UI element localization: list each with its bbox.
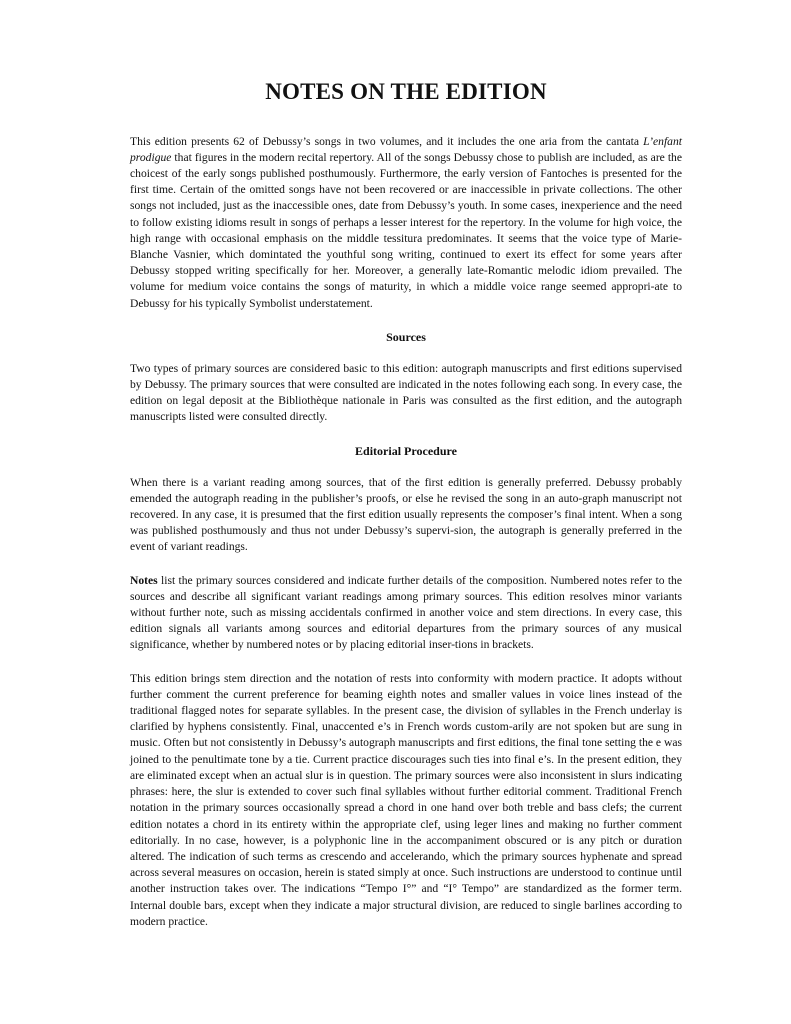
page-title: NOTES ON THE EDITION: [265, 79, 547, 104]
document-page: [130, 78, 682, 947]
intro-paragraph: [130, 134, 682, 312]
intro-text-part1: This edition presents 62 of Debussy’s songs in two volumes, and it includes the one aria from the cantata: [130, 134, 644, 148]
procedure-paragraph-3: This edition brings stem direction and the notation of rests into conformity with modern practice. It adopts without further comment the current preference for beaming eighth notes and smaller values in voice lines instead of the traditional flagged notes for separate syllables. In the present case, the division of syllables in the French underlay is clarified by hyphens consistently. Final, unaccented e’s in French words custom-arily are not spoken but are sung in music. Often but not consistently in Debussy’s autograph manuscripts and first editions, the final tone setting the e was joined to the penultimate tone by a tie. Current practice discourages such ties into final e’s. In the present edition, they are eliminated except when an actual slur is in question. The primary sources were also inconsistent in slurs indicating phrases: here, the slur is extended to cover such final syllables without further editorial comment. Traditional French notation in the primary sources occasionally spread a chord in one hand over both treble and bass clefs; the current edition notates a chord in its entirety within the appropriate clef, using leger lines and making no further comment editorially. In no case, however, is a polyphonic line in the accompaniment obscured or is any pitch or duration altered. The indication of such terms as crescendo and accelerando, which the primary sources hyphenate and spread across several measures on occasion, herein is stated simply at once. Such instructions are understood to continue until another instruction takes over. The indications “Tempo I°” and “I° Tempo” are standardized as the former term. Internal double bars, except when they indicate a major structural division, are reduced to single barlines according to modern practice.: [130, 671, 682, 928]
sources-paragraph: Two types of primary sources are considered basic to this edition: autograph manuscripts and first editions supervised by Debussy. The primary sources that were consulted are indicated in the notes following each song. In every case, the edition on legal deposit at the Bibliothèque nationale in Paris was consulted as the first edition, and the autograph manuscripts listed were consulted directly.: [130, 361, 682, 424]
intro-italic-title: L’enfant prodigue: [130, 134, 682, 164]
notes-text: list the primary sources considered and indicate further details of the composition. Numbered notes refer to the sources and describe all significant variant readings among primary sources. This edition resolves minor variants without further note, such as missing accidentals confirmed in another voice and stem directions. In every case, this edition signals all variants among sources and editorial departures from the primary sources of any musical significance, whether by numbered notes or by placing editorial inser-tions in brackets.: [130, 573, 682, 652]
intro-text-part2: that figures in the modern recital repertory. All of the songs Debussy chose to publish are included, as are the choicest of the early songs published posthumously. Furthermore, the early version of Fantoches is presented for the first time. Certain of the omitted songs have not been recovered or are inaccessible in private collections. The other songs not included, just as the inaccessible ones, date from Debussy’s youth. In some cases, inexperience and the need to follow existing idioms result in songs of perhaps a lesser interest for the repertory. In the volume for high voice, the high range with occasional emphasis on the middle tessitura predominates. It seems that the voice type of Marie-Blanche Vasnier, which domintated the youthful song writing, continued to exert its effect for some years after Debussy stopped writing specifically for her. Moreover, a generally late-Romantic melodic idiom prevailed. The volume for medium voice contains the songs of maturity, in which a middle voice range seemed appropri-ate to Debussy for his typically Symbolist understatement.: [130, 150, 682, 310]
notes-lead-term: Notes: [130, 573, 158, 587]
notes-paragraph: [130, 573, 682, 654]
sources-heading: Sources: [386, 329, 426, 344]
procedure-paragraph-1: When there is a variant reading among sources, that of the first edition is generally preferred. Debussy probably emended the autograph reading in the publisher’s proofs, or else he revised the song in an auto-graph manuscript not recovered. In any case, it is presumed that the first edition usually represents the composer’s final intent. When a song was published posthumously and thus not under Debussy’s supervi-sion, the autograph is generally preferred in the event of variant readings.: [130, 475, 682, 554]
editorial-procedure-heading: Editorial Procedure: [355, 443, 457, 458]
